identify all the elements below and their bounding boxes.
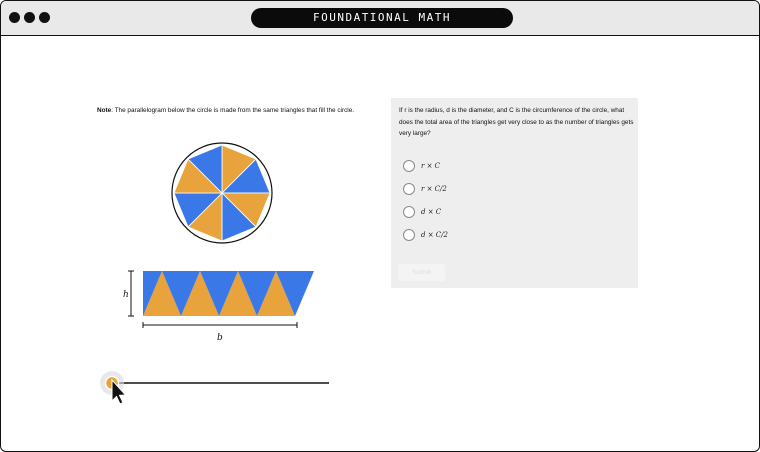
window-controls (9, 12, 50, 23)
window-dot-3[interactable] (39, 12, 50, 23)
option-label: r × C/2 (421, 185, 447, 193)
window-dot-2[interactable] (24, 12, 35, 23)
note-text (97, 105, 367, 116)
question-panel (391, 98, 638, 288)
submit-button[interactable]: Submit (398, 264, 445, 281)
option-d-times-c-over-2[interactable] (403, 229, 448, 241)
note-label: Note (97, 107, 112, 114)
radio-button[interactable] (403, 183, 415, 195)
option-d-times-c[interactable] (403, 206, 441, 218)
radio-button[interactable] (403, 160, 415, 172)
circle-sectors (174, 145, 270, 241)
window-dot-1[interactable] (9, 12, 20, 23)
parallelogram-diagram (119, 263, 329, 345)
radio-button[interactable] (403, 229, 415, 241)
triangle-count-slider[interactable] (97, 367, 337, 405)
option-label: d × C/2 (421, 231, 448, 239)
base-label: b (217, 333, 223, 343)
question-text: If r is the radius, d is the diameter, and C is the circumference of the circle, what does the total area of the triangles get very close to as the number of triangles gets very large? (399, 107, 634, 137)
title-bar (1, 1, 759, 36)
note-body: : The parallelogram below the circle is made from the same triangles that fill the circle. (111, 107, 355, 114)
radio-button[interactable] (403, 206, 415, 218)
circle-diagram (169, 140, 275, 246)
option-r-times-c[interactable] (403, 160, 440, 172)
window-title: FOUNDATIONAL MATH (251, 8, 513, 28)
parallelogram-triangles (143, 271, 314, 316)
option-r-times-c-over-2[interactable] (403, 183, 447, 195)
height-label: h (123, 290, 129, 300)
option-label: d × C (421, 208, 442, 216)
option-label: r × C (421, 162, 441, 170)
